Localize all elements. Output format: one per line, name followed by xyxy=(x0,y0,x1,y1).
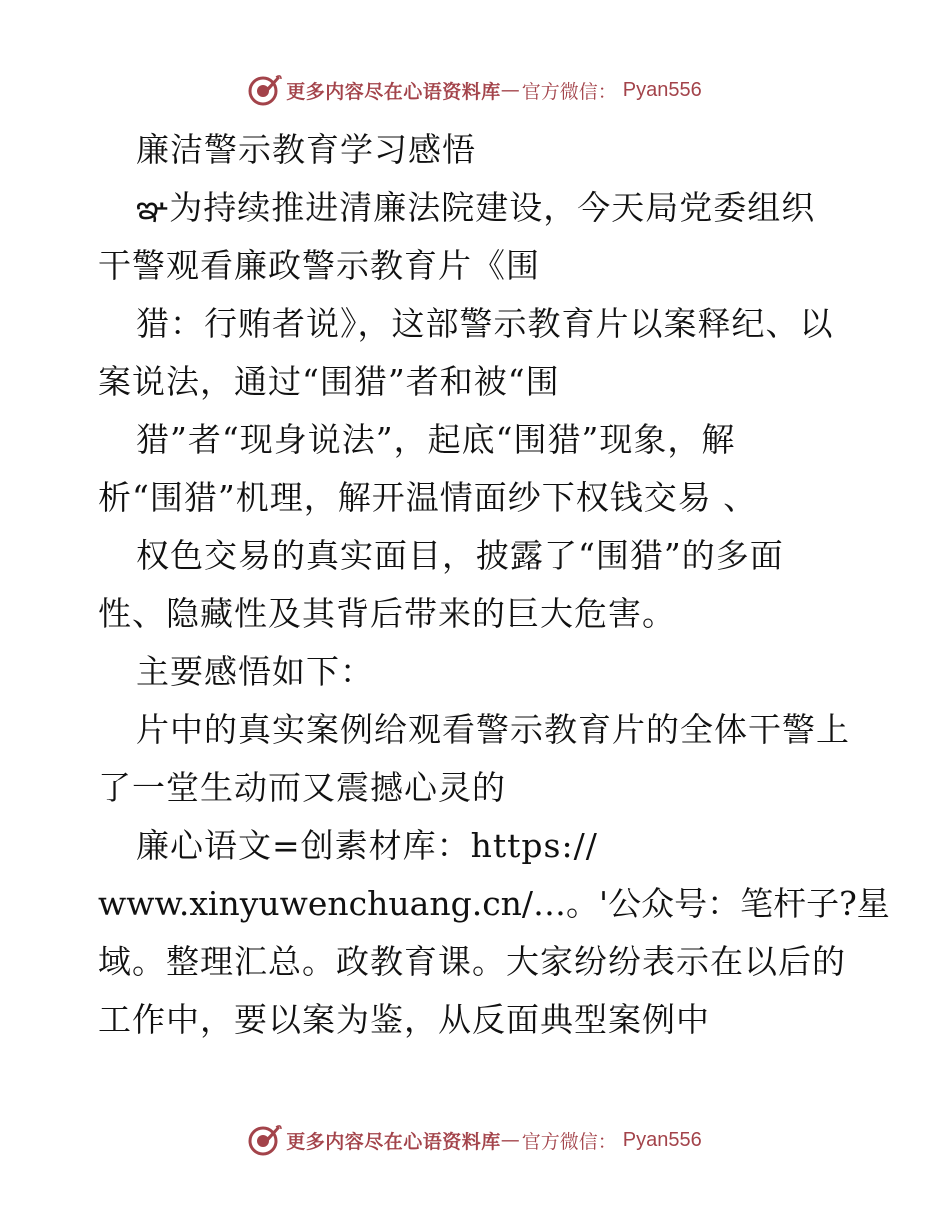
paragraph-line: 片中的真实案例给观看警示教育片的全体干警上 xyxy=(136,710,850,749)
paragraph-line: 猎”者“现身说法”，起底“围猎”现象，解 xyxy=(136,420,736,459)
banner-wechat-label: 官方微信： xyxy=(521,80,617,103)
paragraph-line: 廉心语文=创素材库：https:// xyxy=(136,826,598,865)
banner-brand-text: 更多内容尽在心语资料库 xyxy=(286,80,501,103)
paragraph-line: 域。整理汇总。政教育课。大家纷纷表示在以后的 xyxy=(98,942,846,981)
quill-logo-icon xyxy=(248,73,282,107)
banner-dash: — xyxy=(500,1129,520,1151)
paragraph-line: 了一堂生动而又震撼心灵的 xyxy=(98,768,506,807)
quill-logo-icon xyxy=(248,1123,282,1157)
banner-brand-text: 更多内容尽在心语资料库 xyxy=(286,1130,501,1153)
url-line: www.xinyuwenchuang.cn/…。'公众号：笔杆子?星 xyxy=(98,884,890,923)
document-title: 廉洁警示教育学习感悟 xyxy=(136,130,476,169)
paragraph-line: 案说法，通过“围猎”者和被“围 xyxy=(98,362,560,401)
paragraph-line: ఞ为持续推进清廉法院建设，今天局党委组织 xyxy=(136,188,816,227)
footer-banner xyxy=(0,1120,950,1160)
banner-wechat-label: 官方微信： xyxy=(521,1130,617,1153)
banner-dash: — xyxy=(500,79,520,101)
paragraph-line: 主要感悟如下： xyxy=(136,652,374,691)
paragraph-line: 工作中，要以案为鉴，从反面典型案例中 xyxy=(98,1000,710,1039)
paragraph-line: 权色交易的真实面目，披露了“围猎”的多面 xyxy=(136,536,784,575)
banner-wechat-id: Pyan556 xyxy=(622,78,702,101)
document-body xyxy=(98,121,890,1049)
paragraph-line: 猎：行贿者说》，这部警示教育片以案释纪、以 xyxy=(136,304,834,343)
paragraph-line: 性、隐藏性及其背后带来的巨大危害。 xyxy=(98,594,676,633)
header-banner xyxy=(0,70,950,110)
paragraph-line: 析“围猎”机理，解开温情面纱下权钱交易 、 xyxy=(98,478,758,517)
paragraph-line: 干警观看廉政警示教育片《围 xyxy=(98,246,540,285)
banner-wechat-id: Pyan556 xyxy=(622,1128,702,1151)
